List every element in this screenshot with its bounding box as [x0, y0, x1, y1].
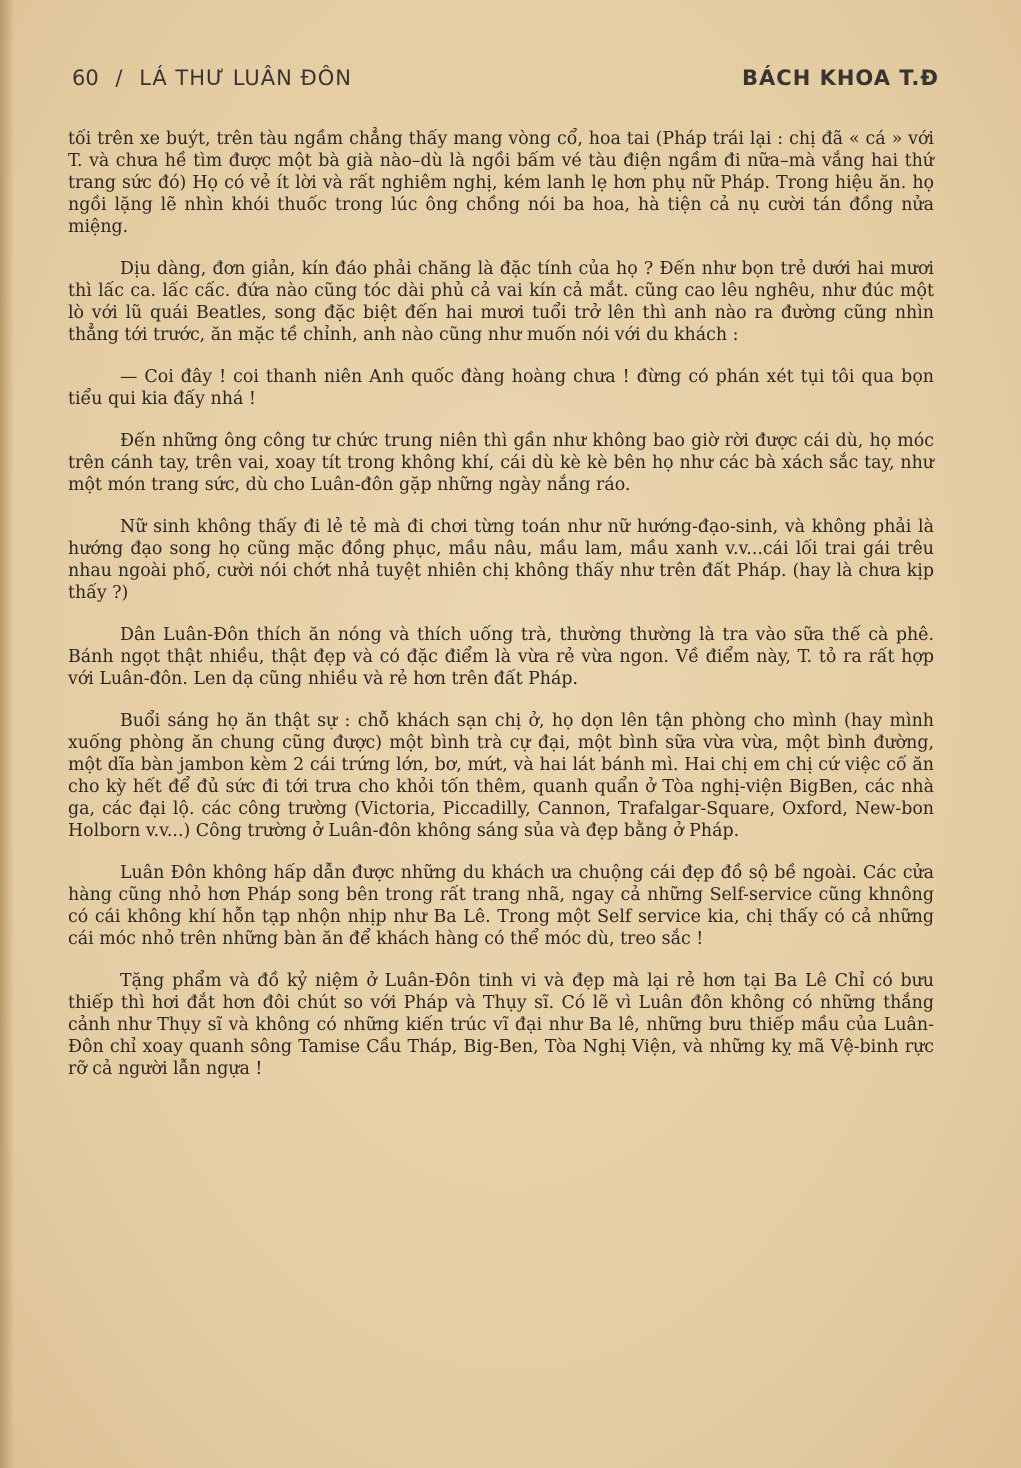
running-title: LÁ THƯ LUÂN ĐÔN [139, 66, 353, 90]
paragraph-8: Luân Đôn không hấp dẫn được những du khách ưa chuộng cái đẹp đồ sộ bề ngoài. Các cửa hàng cũng nhỏ hơn Pháp song bên trong rất trang nhã, ngay cả những Self-service cũng khnông có cái không khí hỗn tạp nhộn nhịp như Ba Lê. Trong một Self service kia, chị thấy có cả những cái móc nhỏ trên những bàn ăn để khách hàng có thể móc dù, treo sắc ! [68, 863, 934, 949]
page-header [72, 60, 939, 96]
header-left [72, 66, 362, 90]
publication-name: BÁCH KHOA T.Đ [742, 66, 939, 90]
paragraph-9: Tặng phẩm và đồ kỷ niệm ở Luân-Đôn tinh vi và đẹp mà lại rẻ hơn tại Ba Lê Chỉ có bưu thiếp thì hơi đắt hơn đôi chút so với Pháp và Thụy sĩ. Có lẽ vì Luân đôn không có những thắng cảnh như Thụy sĩ và không có những kiến trúc vĩ đại như Ba lê, những bưu thiếp mầu của Luân-Đôn chỉ xoay quanh sông Tamise Cầu Tháp, Big-Ben, Tòa Nghị Viện, và những kỵ mã Vệ-binh rực rỡ cả người lẫn ngựa ! [68, 971, 934, 1079]
paragraph-4: Đến những ông công tư chức trung niên thì gần như không bao giờ rời được cái dù, họ móc trên cánh tay, trên vai, xoay tít trong không khí, cái dù kè kè bên họ như các bà xách sắc tay, như một món trang sức, dù cho Luân-đôn gặp những ngày nắng ráo. [68, 431, 934, 495]
article-body [68, 128, 934, 1100]
paragraph-3: — Coi đây ! coi thanh niên Anh quốc đàng hoàng chưa ! đừng có phán xét tụi tôi qua bọn tiểu qui kia đấy nhá ! [68, 367, 934, 409]
paragraph-6: Dân Luân-Đôn thích ăn nóng và thích uống trà, thường thường là tra vào sữa thế cà phê. Bánh ngọt thật nhiều, thật đẹp và có đặc điểm là vừa rẻ vừa ngon. Về điểm này, T. tỏ ra rất hợp với Luân-đôn. Len dạ cũng nhiều và rẻ hơn trên đất Pháp. [68, 625, 934, 689]
page-edge-shadow [0, 0, 14, 1468]
paragraph-2: Dịu dàng, đơn giản, kín đáo phải chăng là đặc tính của họ ? Đến như bọn trẻ dưới hai mươi thì lấc ca. lấc cấc. đứa nào cũng tóc dài phủ cả vai kín cả mắt. cũng cao lêu nghêu, như đúc một lò với lũ quái Beatles, song đặc biệt đến hai mươi tuổi trở lên thì anh nào ra đường cũng nhìn thẳng tới trước, ăn mặc tề chỉnh, anh nào cũng như muốn nói với du khách : [68, 259, 934, 345]
paragraph-7: Buổi sáng họ ăn thật sự : chỗ khách sạn chị ở, họ dọn lên tận phòng cho mình (hay mình xuống phòng ăn chung cũng được) một bình trà cự đại, một bình sữa vừa vừa, một bình đường, một dĩa bàn jambon kèm 2 cái trứng lớn, bơ, mứt, và hai lát bánh mì. Hai chị em chị cứ việc cố ăn cho kỳ hết để đủ sức đi tới trưa cho khỏi tốn thêm, quanh quẩn ở Tòa nghị-viện BigBen, các nhà ga, các đại lộ. các công trường (Victoria, Piccadilly, Cannon, Trafalgar-Square, Oxford, New-bon Holborn v.v...) Công trường ở Luân-đôn không sáng sủa và đẹp bằng ở Pháp. [68, 711, 934, 841]
page-number: 60 [72, 66, 99, 90]
paragraph-1: tối trên xe buýt, trên tàu ngầm chẳng thấy mang vòng cổ, hoa tai (Pháp trái lại : chị đã « cá » với T. và chưa hề tìm được một bà già nào–dù là ngồi bấm vé tàu điện ngầm đi nữa–mà vắng hai thứ trang sức đó) Họ có vẻ ít lời và rất nghiêm nghị, kém lanh lẹ hơn phụ nữ Pháp. Trong hiệu ăn. họ ngồi lặng lẽ nhìn khói thuốc trong lúc ông chồng nói ba hoa, hà tiện cả nụ cười tán đồng nửa miệng. [68, 129, 934, 237]
paragraph-5: Nữ sinh không thấy đi lẻ tẻ mà đi chơi từng toán như nữ hướng-đạo-sinh, và không phải là hướng đạo song họ cũng mặc đồng phục, mầu nâu, mầu lam, mầu xanh v.v...cái lối trai gái trêu nhau ngoài phố, cười nói chớt nhả tuyệt nhiên chị không thấy như trên đất Pháp. (hay là chưa kịp thấy ?) [68, 517, 934, 603]
header-separator: / [115, 66, 123, 90]
